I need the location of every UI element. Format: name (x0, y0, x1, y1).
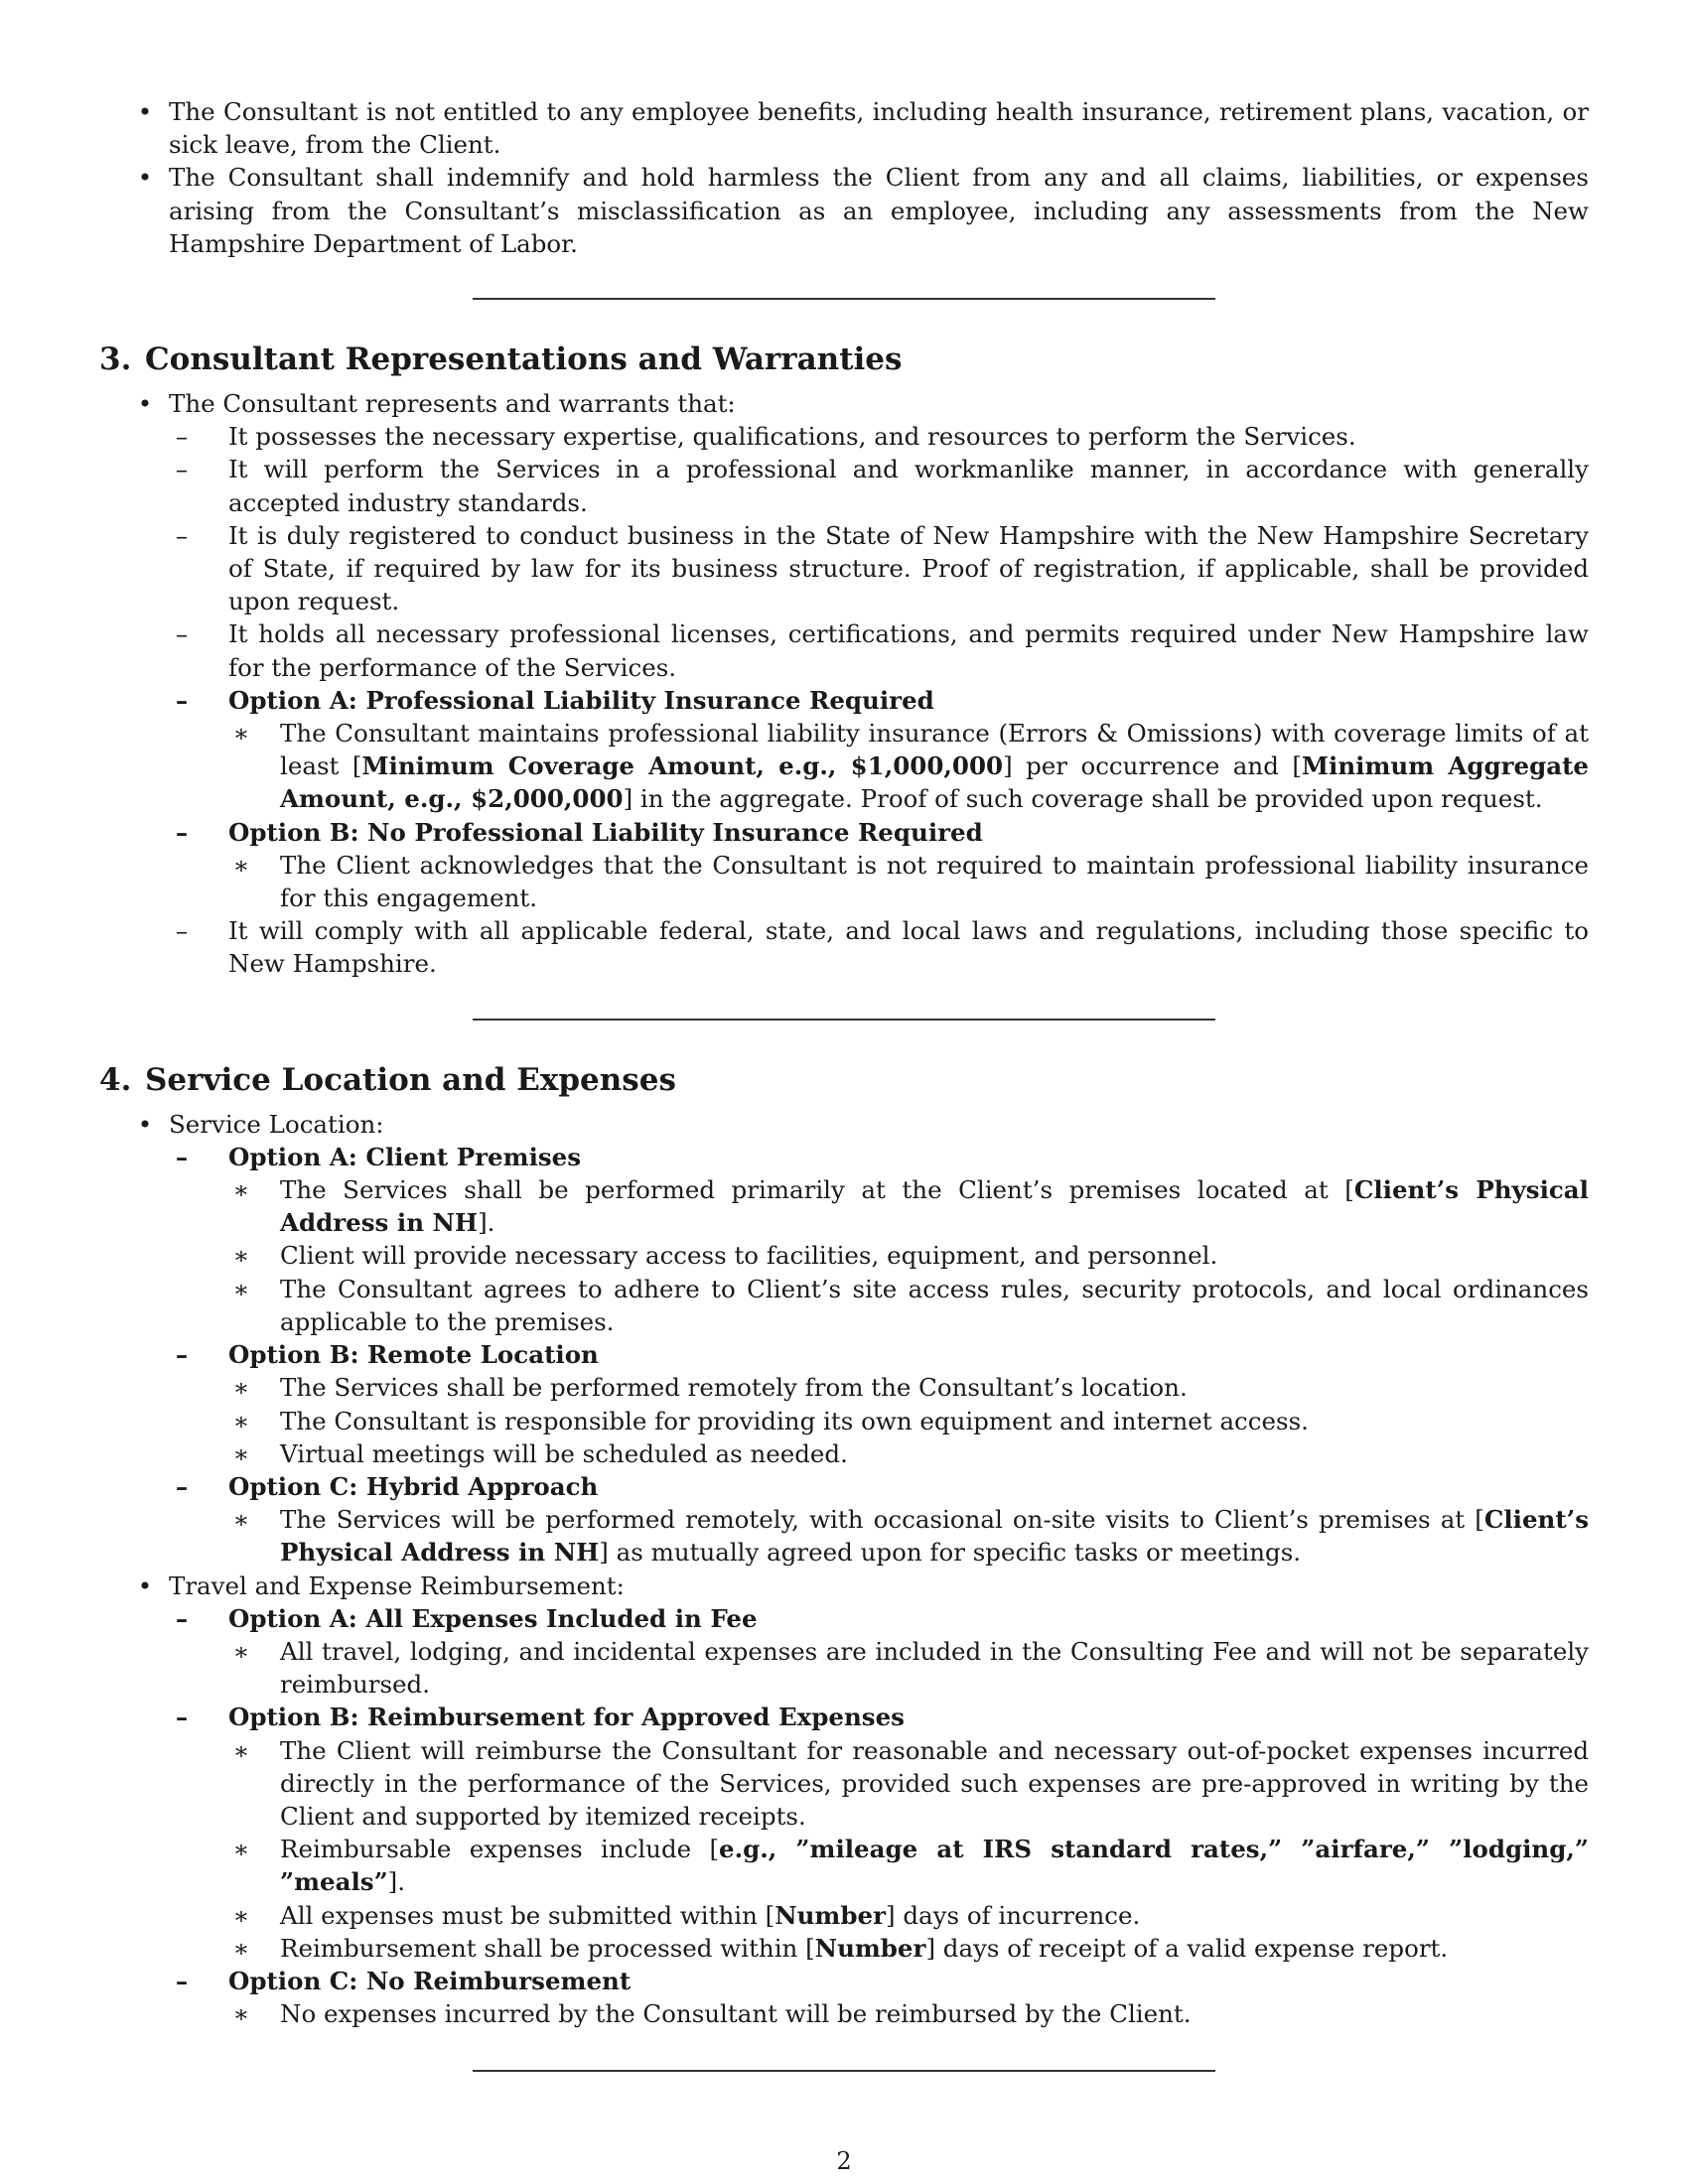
option-item: – Option B: No Professional Liability Insurance Required ∗ The Client acknowledges that the Consultant is not required to maintain professional liability insurance for this engagement. (169, 816, 1589, 915)
option-label: Option B: Reimbursement for Approved Expenses (228, 1703, 905, 1732)
top-bullet-list (99, 95, 1589, 260)
list-item: – It will perform the Services in a professional and workmanlike manner, in accordance with generally accepted industry standards. (175, 455, 1589, 517)
list-item: ∗ The Client acknowledges that the Consultant is not required to maintain professional liability insurance for this engagement. (232, 850, 1589, 913)
section-3-heading: 3. Consultant Representations and Warranties (99, 341, 903, 378)
list-item: ∗ Reimbursement shall be processed within [Number] days of receipt of a valid expense report. (232, 1933, 1449, 1963)
section-divider (473, 1019, 1215, 1021)
section-3-list (99, 387, 1589, 981)
list-item: ∗ The Services shall be performed remotely from the Consultant’s location. (232, 1373, 1188, 1403)
list-item: ∗ Reimbursable expenses include [e.g., ”mileage at IRS standard rates,” ”airfare,” ”lodging,” ”meals”]. (232, 1835, 1589, 1897)
option-label: Option B: No Professional Liability Insurance Required (228, 817, 983, 847)
sublist (169, 1602, 1589, 2031)
option-item: – Option A: Professional Liability Insurance Required ∗ The Consultant maintains professional liability insurance (Errors & Omissions) with coverage limits of at least [Minimum Coverage Amount, e.g., $1,000,000] per occurrence and [Minimum Aggregate Amount, e.g., $2,000,000] in the aggregate. Proof of such coverage shall be provided upon request. (169, 684, 1589, 816)
option-item: – Option A: All Expenses Included in Fee ∗ All travel, lodging, and incidental expenses are included in the Consulting Fee and will not be separately reimbursed. (169, 1602, 1589, 1702)
list-item: • The Consultant represents and warrants that: – It possesses the necessary expertise, qualifications, and resources to perform the Services. – It will perform the Services in a professional and workmanlike manner, in accordance with generally accepted industry standards. – It is duly registered to conduct business in the State of New Hampshire with the New Hampshire Secretary of State, if required by law for its business structure. Proof of registration, if applicable, shall be provided upon request. – It holds all necessary professional licenses, certifications, and permits required under New Hampshire law for the performance of the Services. – Option A: Professional Liability Insurance Required ∗ The Consultant maintains professional liability insurance (Errors & Omissions) with coverage limits of at least [Minimum Coverage Amount, e.g., $1,000,000] per occurrence and [Minimum Aggregate Amount, e.g., $2,000,000] in the aggregate. Proof of such coverage shall be provided upon request. – Option B: No Professional Liability Insurance Required ∗ The Client acknowledges that the Consultant is not required to maintain professional liability insurance for this engagement. – It will comply with all applicable federal, state, and local laws and regulations, including those specific to New Hampshire. (99, 387, 1589, 981)
list-item: • Travel and Expense Reimbursement: – Option A: All Expenses Included in Fee ∗ All travel, lodging, and incidental expenses are included in the Consulting Fee and will not be separately reimbursed. – Option B: Reimbursement for Approved Expenses ∗ The Client will reimburse the Consultant for reasonable and necessary out-of-pocket expenses incurred directly in the performance of the Services, provided such expenses are pre-approved in writing by the Client and supported by itemized receipts. ∗ Reimbursable expenses include [e.g., ”mileage at IRS standard rates,” ”airfare,” ”lodging,” ”meals”]. ∗ All expenses must be submitted within [Number] days of incurrence. ∗ Reimbursement shall be processed within [Number] days of receipt of a valid expense report. – Option C: No Reimbursement ∗ No expenses incurred by the Consultant will be reimbursed by the Client. (99, 1570, 1589, 2031)
option-label: Option A: All Expenses Included in Fee (228, 1603, 758, 1633)
list-item: ∗ Virtual meetings will be scheduled as needed. (232, 1438, 848, 1468)
section-4-heading: 4. Service Location and Expenses (99, 1061, 676, 1098)
list-item: ∗ The Client will reimburse the Consultant for reasonable and necessary out-of-pocket expenses incurred directly in the performance of the Services, provided such expenses are pre-approved in writing by the Client and supported by itemized receipts. (232, 1735, 1589, 1831)
option-item: – Option C: No Reimbursement ∗ No expenses incurred by the Consultant will be reimbursed by the Client. (169, 1965, 1589, 2030)
list-item: ∗ The Consultant maintains professional liability insurance (Errors & Omissions) with coverage limits of at least [Minimum Coverage Amount, e.g., $1,000,000] per occurrence and [Minimum Aggregate Amount, e.g., $2,000,000] in the aggregate. Proof of such coverage shall be provided upon request. (232, 719, 1589, 814)
list-item: • The Consultant is not entitled to any employee benefits, including health insurance, retirement plans, vacation, or sick leave, from the Client. (137, 97, 1589, 160)
bullet-text: The Consultant is not entitled to any employee benefits, including health insurance, retirement plans, vacation, or sick leave, from the Client. (169, 97, 1589, 160)
list-item: ∗ Client will provide necessary access to facilities, equipment, and personnel. (232, 1241, 1218, 1271)
sublist (228, 1173, 1589, 1338)
sublist (169, 420, 1589, 980)
option-label: Option A: Client Premises (228, 1142, 582, 1171)
section-4-list (99, 1108, 1589, 2031)
list-item: – It holds all necessary professional licenses, certifications, and permits required under New Hampshire law for the performance of the Services. (175, 619, 1589, 682)
sublist (228, 1371, 1589, 1470)
bullet-text: The Consultant shall indemnify and hold harmless the Client from any and all claims, liabilities, or expenses arising from the Consultant’s misclassification as an employee, including any assessments from the New Hampshire Department of Labor. (169, 163, 1589, 258)
option-item: – Option B: Remote Location ∗ The Services shall be performed remotely from the Consultant’s location. ∗ The Consultant is responsible for providing its own equipment and internet access. ∗ Virtual meetings will be scheduled as needed. (169, 1338, 1589, 1470)
option-item: – Option A: Client Premises ∗ The Services shall be performed primarily at the Client’s premises located at [Client’s Physical Address in NH]. ∗ Client will provide necessary access to facilities, equipment, and personnel. ∗ The Consultant agrees to adhere to Client’s site access rules, security protocols, and local ordinances applicable to the premises. (169, 1141, 1589, 1338)
section-divider (473, 298, 1215, 300)
option-item: – Option B: Reimbursement for Approved Expenses ∗ The Client will reimburse the Consultant for reasonable and necessary out-of-pocket expenses incurred directly in the performance of the Services, provided such expenses are pre-approved in writing by the Client and supported by itemized receipts. ∗ Reimbursable expenses include [e.g., ”mileage at IRS standard rates,” ”airfare,” ”lodging,” ”meals”]. ∗ All expenses must be submitted within [Number] days of incurrence. ∗ Reimbursement shall be processed within [Number] days of receipt of a valid expense report. (169, 1701, 1589, 1965)
option-label: Option B: Remote Location (228, 1340, 599, 1370)
option-item: – Option C: Hybrid Approach ∗ The Services will be performed remotely, with occasional on-site visits to Client’s premises at [Client’s Physical Address in NH] as mutually agreed upon for specific tasks or meetings. (169, 1470, 1589, 1570)
list-item: ∗ All expenses must be submitted within [Number] days of incurrence. (232, 1900, 1141, 1930)
sublist (228, 1997, 1589, 2030)
list-item: ∗ All travel, lodging, and incidental expenses are included in the Consulting Fee and will not be separately reimbursed. (232, 1636, 1589, 1700)
sublist (169, 1141, 1589, 1570)
document-page (99, 95, 1589, 2085)
list-item: • The Consultant shall indemnify and hold harmless the Client from any and all claims, liabilities, or expenses arising from the Consultant’s misclassification as an employee, including any assessments from the New Hampshire Department of Labor. (137, 163, 1589, 258)
page-number: 2 (836, 2147, 852, 2175)
list-item: – It is duly registered to conduct business in the State of New Hampshire with the New Hampshire Secretary of State, if required by law for its business structure. Proof of registration, if applicable, shall be provided upon request. (175, 520, 1589, 616)
list-item: – It possesses the necessary expertise, qualifications, and resources to perform the Services. (175, 422, 1356, 452)
option-label: Option C: Hybrid Approach (228, 1471, 599, 1501)
list-item: ∗ The Services will be performed remotely, with occasional on-site visits to Client’s premises at [Client’s Physical Address in NH] as mutually agreed upon for specific tasks or meetings. (232, 1505, 1589, 1568)
list-item: ∗ The Consultant agrees to adhere to Client’s site access rules, security protocols, and local ordinances applicable to the premises. (232, 1274, 1589, 1336)
option-label: Option A: Professional Liability Insurance Required (228, 685, 934, 715)
list-item: ∗ The Services shall be performed primarily at the Client’s premises located at [Client’s Physical Address in NH]. (232, 1175, 1589, 1238)
option-label: Option C: No Reimbursement (228, 1966, 632, 1995)
sublist (228, 1503, 1589, 1569)
list-item: ∗ No expenses incurred by the Consultant will be reimbursed by the Client. (232, 1999, 1192, 2029)
list-item: – It will comply with all applicable federal, state, and local laws and regulations, including those specific to New Hampshire. (175, 916, 1589, 979)
sublist (228, 1734, 1589, 1965)
list-item: ∗ The Consultant is responsible for providing its own equipment and internet access. (232, 1406, 1309, 1435)
sublist (228, 1635, 1589, 1701)
sublist (228, 717, 1589, 816)
intro-text: The Consultant represents and warrants that: (169, 389, 736, 419)
section-divider (473, 2070, 1215, 2072)
list-item: • Service Location: – Option A: Client Premises ∗ The Services shall be performed primarily at the Client’s premises located at [Client’s Physical Address in NH]. ∗ Client will provide necessary access to facilities, equipment, and personnel. ∗ The Consultant agrees to adhere to Client’s site access rules, security protocols, and local ordinances applicable to the premises. – Option B: Remote Location ∗ The Services shall be performed remotely from the Consultant’s location. ∗ The Consultant is responsible for providing its own equipment and internet access. ∗ Virtual meetings will be scheduled as needed. – Option C: Hybrid Approach ∗ The Services will be performed remotely, with occasional on-site visits to Client’s premises at [Client’s Physical Address in NH] as mutually agreed upon for specific tasks or meetings. (99, 1108, 1589, 1570)
sublist (228, 849, 1589, 914)
